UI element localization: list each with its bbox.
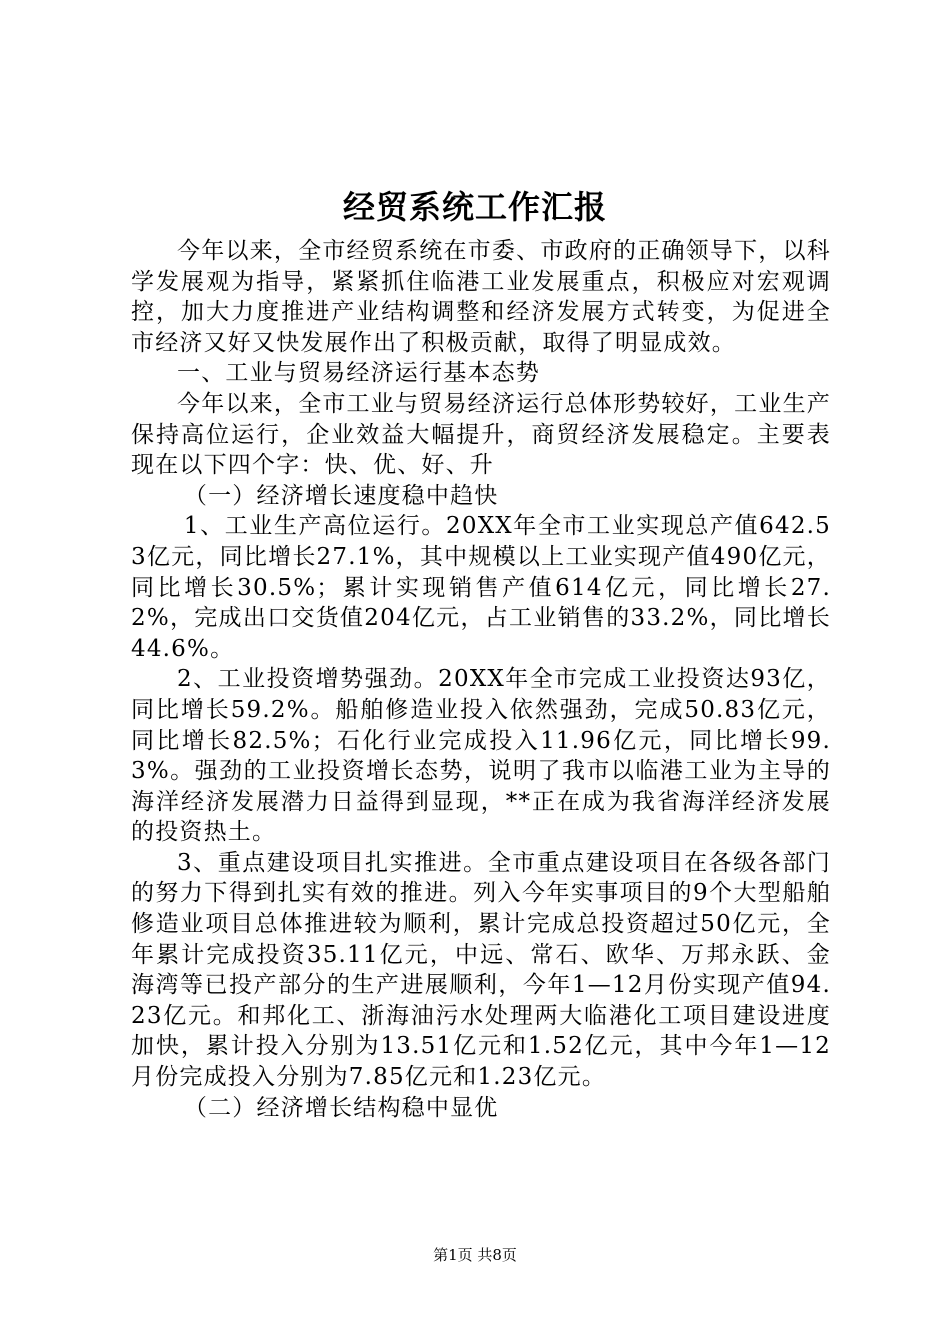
document-body bbox=[131, 236, 831, 1123]
section-heading-1: 一、工业与贸易经济运行基本态势 bbox=[177, 360, 540, 387]
section-1-paragraph: 今年以来，全市工业与贸易经济运行总体形势较好，工业生产保持高位运行，企业效益大幅提升，商贸经济发展稳定。主要表现在以下四个字：快、优、好、升 bbox=[131, 390, 831, 479]
item-2-paragraph: 2、工业投资增势强劲。20XX年全市完成工业投资达93亿，同比增长59.2%。船舶修造业投入依然强劲，完成50.83亿元，同比增长82.5%；石化行业完成投入11.96亿元，同比增长99.3%。强劲的工业投资增长态势，说明了我市以临港工业为主导的海洋经济发展潜力日益得到显现，**正在成为我省海洋经济发展的投资热土。 bbox=[131, 666, 831, 846]
subsection-heading-2: （二）经济增长结构稳中显优 bbox=[183, 1094, 499, 1121]
page-number-footer: 第1页 共8页 bbox=[433, 1246, 517, 1264]
item-1-paragraph: 1、工业生产高位运行。20XX年全市工业实现总产值642.53亿元，同比增长27.1%，其中规模以上工业实现产值490亿元，同比增长30.5%；累计实现销售产值614亿元，同比增长27.2%，完成出口交货值204亿元，占工业销售的33.2%，同比增长44.6%。 bbox=[131, 513, 831, 662]
intro-paragraph: 今年以来，全市经贸系统在市委、市政府的正确领导下，以科学发展观为指导，紧紧抓住临港工业发展重点，积极应对宏观调控，加大力度推进产业结构调整和经济发展方式转变，为促进全市经济又好又快发展作出了积极贡献，取得了明显成效。 bbox=[131, 238, 831, 356]
document-title: 经贸系统工作汇报 bbox=[342, 188, 607, 226]
subsection-heading-1: （一）经济增长速度稳中趋快 bbox=[183, 482, 499, 509]
item-3-paragraph: 3、重点建设项目扎实推进。全市重点建设项目在各级各部门的努力下得到扎实有效的推进。列入今年实事项目的9个大型船舶修造业项目总体推进较为顺利，累计完成总投资超过50亿元，全年累计完成投资35.11亿元，中远、常石、欧华、万邦永跃、金海湾等已投产部分的生产进展顺利，今年1—12月份实现产值94.23亿元。和邦化工、浙海油污水处理两大临港化工项目建设进度加快，累计投入分别为13.51亿元和1.52亿元，其中今年1—12月份完成投入分别为7.85亿元和1.23亿元。 bbox=[131, 849, 831, 1091]
